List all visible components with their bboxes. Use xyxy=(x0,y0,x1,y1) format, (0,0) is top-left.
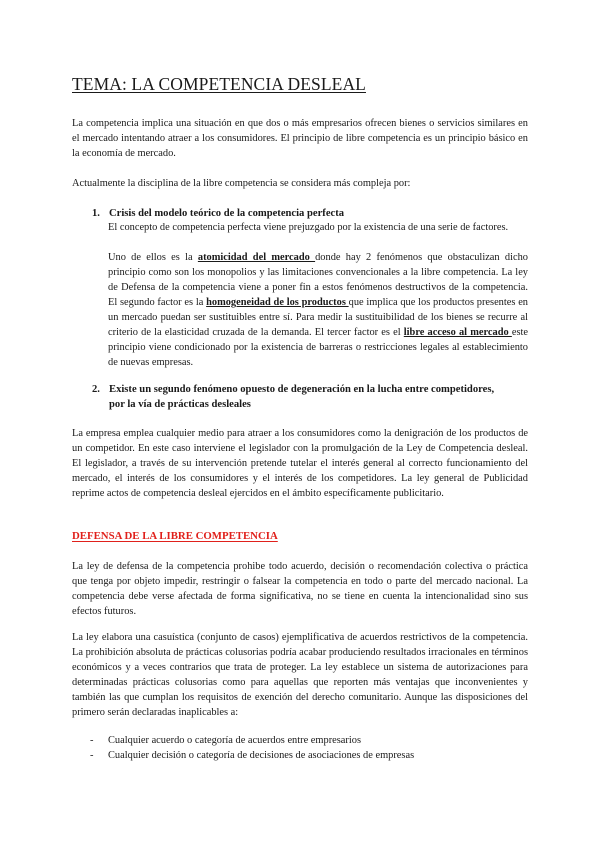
item-1-heading xyxy=(92,206,528,221)
defensa-paragraph-2: La ley elabora una casuística (conjunto de casos) ejemplificativa de acuerdos restrictivos de la competencia. La prohibición absoluta de prácticas colusorias podría acabar produciendo resultados irracionales en términos económicos y a veces contrarios que trata de proteger. La ley establece un sistema de autorizaciones para determinadas prácticas colusorias como para aquellas que reporten más ventajas que inconvenientes y también las que cumplan los requisitos de exención del derecho comunitario. Aunque las disposiciones del primero serán declaradas inaplicables a: xyxy=(72,632,528,718)
item-2-heading-line-1: Existe un segundo fenómeno opuesto de degeneración en la lucha entre competidores, xyxy=(109,384,495,395)
list-item xyxy=(72,748,528,763)
item-1-text-c: que implica que los productos presentes en un mercado puedan ser sustituibles entre sí. Para medir la sustituibilidad de los bienes se recurre al criterio de la elasticidad cruzada de la demanda. El tercer factor es el xyxy=(108,297,528,338)
list-item xyxy=(72,733,528,748)
keyword-libre-acceso: libre acceso al mercado xyxy=(403,327,512,338)
dash-marker: - xyxy=(90,735,94,746)
keyword-atomicidad: atomicidad del mercado xyxy=(197,252,316,263)
dash-marker: - xyxy=(90,750,94,761)
keyword-homogeneidad: homogeneidad de los productos xyxy=(206,297,349,308)
empresa-paragraph: La empresa emplea cualquier medio para atraer a los consumidores como la denigración de los productos de un competidor. En este caso interviene el legislador con la promulgación de la Ley de Competencia desleal. El legislador, a través de su intervención pretende tutelar el interés general al correcto funcionamiento del mercado, el interés de los consumidores y el interés de los competidores. La ley general de Publicidad reprime actos de competencia desleal ejercidos en el ámbito específicamente publicitario. xyxy=(72,428,528,499)
item-1-text-a: Uno de ellos es la xyxy=(108,252,198,263)
item-1-text-b: donde hay 2 fenómenos que obstaculizan dicho principio como son los monopolios y las limitaciones convencionales a la libre competencia. La ley de Defensa de la competencia viene a poner fin a estos fenómenos destructivos de la competencia. El segundo factor es la xyxy=(108,252,528,308)
item-2-number: 2. xyxy=(92,384,100,395)
item-1-heading-text: Crisis del modelo teórico de la competencia perfecta xyxy=(109,208,345,219)
actualmente-paragraph: Actualmente la disciplina de la libre competencia se considera más compleja por: xyxy=(72,178,411,189)
list-item-text: Cualquier acuerdo o categoría de acuerdos entre empresarios xyxy=(108,735,362,746)
list-item-text: Cualquier decisión o categoría de decisiones de asociaciones de empresas xyxy=(108,750,415,761)
item-1-paragraph-1: El concepto de competencia perfecta viene prejuzgado por la existencia de una serie de factores. xyxy=(108,222,509,233)
item-1-number: 1. xyxy=(92,208,100,219)
item-1-paragraph-2 xyxy=(108,250,528,370)
document-title: TEMA: LA COMPETENCIA DESLEAL xyxy=(72,74,366,94)
item-2-heading xyxy=(92,382,528,412)
defensa-paragraph-1: La ley de defensa de la competencia prohibe todo acuerdo, decisión o recomendación colectiva o práctica que tenga por objeto impedir, restringir o falsear la competencia en todo o parte del mercado nacional. La competencia debe verse afectada de forma significativa, no se tiene en cuenta la intencionalidad sino sus efectos futuros. xyxy=(72,561,528,617)
intro-paragraph: La competencia implica una situación en que dos o más empresarios ofrecen bienes o servicios similares en el mercado intentando atraer a los consumidores. El principio de libre competencia es un principio básico en la economía de mercado. xyxy=(72,118,528,159)
item-2-heading-line-2: por la vía de prácticas desleales xyxy=(109,399,251,410)
item-1-text-d: este principio viene condicionado por la existencia de barreras o restricciones legales al establecimiento de nuevas empresas. xyxy=(108,327,528,368)
section-title-defensa: DEFENSA DE LA LIBRE COMPETENCIA xyxy=(72,530,278,542)
dash-list xyxy=(72,733,528,763)
